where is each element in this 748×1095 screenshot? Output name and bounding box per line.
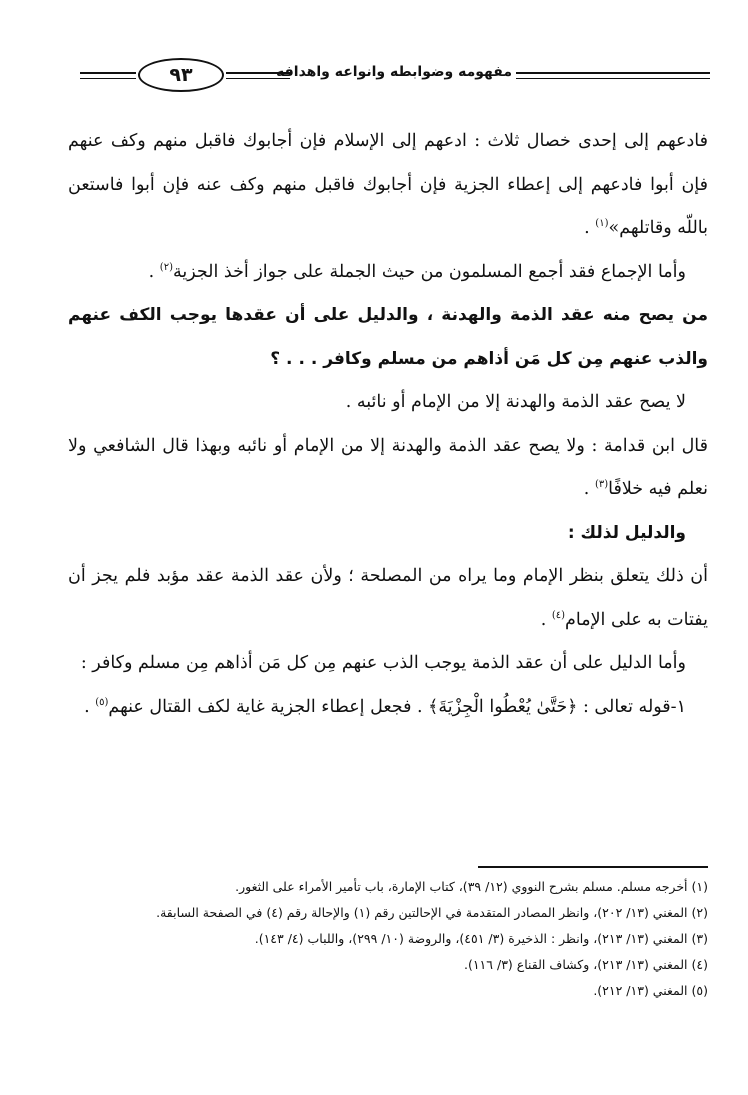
- paragraph-tail: .: [540, 609, 552, 630]
- main-text: [68, 120, 708, 729]
- footnote-divider: [478, 866, 708, 868]
- paragraph-protection: [68, 642, 708, 686]
- header-rule-left-top: [80, 72, 136, 74]
- paragraph-hadith-end: [68, 120, 708, 251]
- footnote-2: (٢) المغني (١٣/ ٢٠٢)، وانظر المصادر المتقدمة في الإحالتين رقم (١) والإحالة رقم (٤) في الصفحة السابقة.: [156, 905, 708, 920]
- paragraph-tail: .: [584, 218, 596, 238]
- footnote-3: (٣) المغني (١٣/ ٢١٣)، وانظر : الذخيرة (٣/ ٤٥١)، والروضة (١٠/ ٢٩٩)، واللباب (٤/ ١٤٣).: [254, 931, 708, 946]
- footnote-1: (١) أخرجه مسلم. مسلم بشرح النووي (١٢/ ٣٩)، كتاب الإمارة، باب تأمير الأمراء على الثغور.: [235, 879, 708, 894]
- footnote-ref[interactable]: (٢): [159, 261, 173, 273]
- page-header: [80, 56, 710, 96]
- paragraph-answer: [68, 381, 708, 425]
- heading-text: والدليل لذلك :: [567, 522, 686, 543]
- paragraph-tail: .: [84, 696, 96, 717]
- header-rule-left-bottom: [80, 78, 136, 79]
- paragraph-text: وأما الدليل على أن عقد الذمة يوجب الذب عنهم مِن كل مَن أذاهم مِن مسلم وكافر :: [80, 653, 686, 673]
- header-rule-right-bottom: [516, 78, 710, 79]
- footnote-ref[interactable]: (٤): [551, 609, 566, 621]
- footnote-4: (٤) المغني (١٣/ ٢١٣)، وكشاف القناع (٣/ ١١٦).: [463, 957, 708, 972]
- paragraph-evidence: [68, 555, 708, 642]
- section-question: [68, 294, 708, 381]
- footnote-ref[interactable]: (٣): [594, 479, 609, 491]
- footnote-5: (٥) المغني (١٣/ ٢١٢).: [593, 983, 708, 998]
- paragraph-text: ١-قوله تعالى : ﴿حَتَّىٰ يُعْطُوا الْجِزْيَةَ﴾ . فجعل إعطاء الجزية غاية لكف القتال عنهم: [108, 696, 686, 717]
- paragraph-verse: [68, 686, 708, 730]
- footnotes: [68, 874, 708, 1004]
- paragraph-text: أن ذلك يتعلق بنظر الإمام وما يراه من المصلحة ؛ ولأن عقد الذمة عقد مؤبد فلم يجز أن يفتات به على الإمام: [68, 566, 708, 630]
- running-title: مفهومه وضوابطه وانواعه واهدافه: [276, 64, 512, 80]
- paragraph-text: قال ابن قدامة : ولا يصح عقد الذمة والهدنة إلا من الإمام أو نائبه وبهذا قال الشافعي ولا نعلم فيه خلافًا: [68, 435, 708, 499]
- page-number: ٩٣: [138, 58, 224, 92]
- evidence-heading: [68, 512, 708, 556]
- paragraph-tail: .: [148, 261, 160, 282]
- header-rule-right-top: [516, 72, 710, 74]
- paragraph-text: لا يصح عقد الذمة والهدنة إلا من الإمام أو نائبه .: [345, 392, 686, 412]
- paragraph-text: فادعهم إلى إحدى خصال ثلاث : ادعهم إلى الإسلام فإن أجابوك فاقبل منهم وكف عنهم فإن أبوا فادعهم إلى إعطاء الجزية فإن أجابوك فاقبل منهم وكف عنه فإن أبوا فاستعن باللّه وقاتلهم»: [68, 131, 708, 238]
- paragraph-ibn-qudama: [68, 425, 708, 512]
- paragraph-tail: .: [583, 479, 595, 499]
- paragraph-ijma: [68, 251, 708, 295]
- footnote-ref[interactable]: (١): [595, 218, 609, 230]
- paragraph-text: وأما الإجماع فقد أجمع المسلمون من حيث الجملة على جواز أخذ الجزية: [172, 261, 686, 282]
- footnote-ref[interactable]: (٥): [95, 696, 109, 708]
- question-text: من يصح منه عقد الذمة والهدنة ، والدليل على أن عقدها يوجب الكف عنهم والذب عنهم مِن كل مَن أذاهم من مسلم وكافر . . . ؟: [68, 305, 708, 369]
